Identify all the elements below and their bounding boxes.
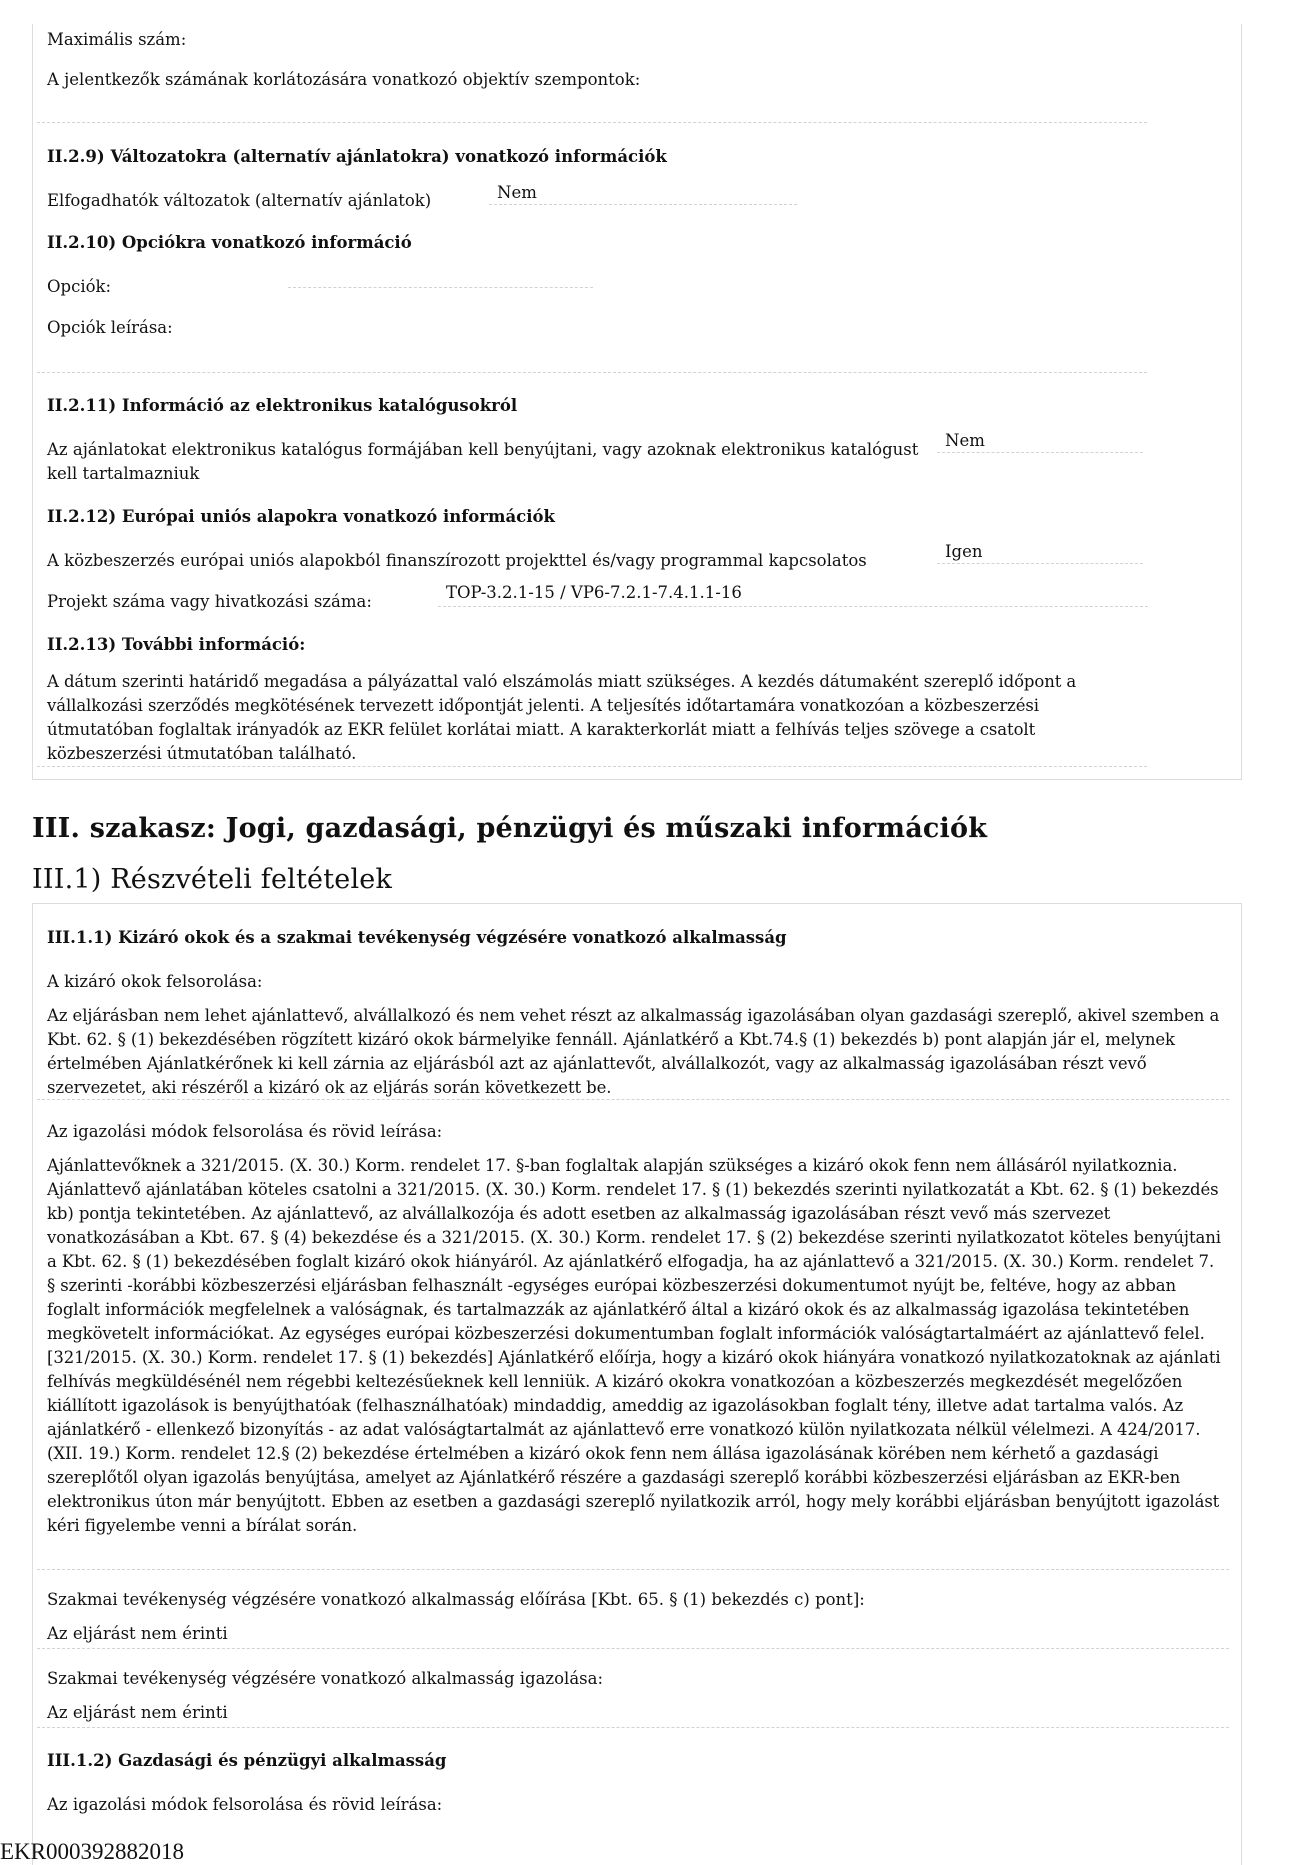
heading-2-2-12: II.2.12) Európai uniós alapokra vonatkozó információk [47, 507, 555, 526]
divider [37, 372, 1147, 373]
divider [37, 1648, 1229, 1649]
heading-2-2-11: II.2.11) Információ az elektronikus katalógusokról [47, 396, 518, 415]
professional-proof-value: Az eljárást nem érinti [47, 1703, 228, 1722]
divider [37, 122, 1147, 123]
proof-methods-label: Az igazolási módok felsorolása és rövid leírása: [47, 1122, 443, 1141]
variants-value: Nem [497, 183, 537, 202]
max-number-label: Maximális szám: [47, 30, 187, 49]
objective-criteria-label: A jelentkezők számának korlátozására vonatkozó objektív szempontok: [47, 70, 641, 89]
catalog-label-line1: Az ajánlatokat elektronikus katalógus formájában kell benyújtani, vagy azoknak elektronikus katalógust [47, 440, 919, 459]
value-underline [937, 452, 1143, 453]
value-underline [438, 606, 1148, 607]
options-label: Opciók: [47, 277, 112, 296]
value-underline [937, 563, 1143, 564]
catalog-value: Nem [945, 431, 985, 450]
exclusion-grounds-text: Az eljárásban nem lehet ajánlattevő, alvállalkozó és nem vehet részt az alkalmasság igazolásában olyan gazdasági szereplő, akivel szemben a Kbt. 62. § (1) bekezdésében rögzített kizáró okok bármelyike fennáll. Ajánlatkérő a Kbt.74.§ (1) bekezdés b) pont alapján jár el, melynek értelmében Ajánlatkérőnek ki kell zárnia az eljárásból azt az ajánlattevőt, alvállalkozót, vagy az alkalmasság igazolásában részt vevő szervezetet, aki részéről a kizáró ok az eljárás során következett be. [47, 1006, 1220, 1097]
variants-label: Elfogadhatók változatok (alternatív ajánlatok) [47, 191, 432, 210]
heading-3-1-2: III.1.2) Gazdasági és pénzügyi alkalmasság [47, 1751, 447, 1770]
project-number-value: TOP-3.2.1-15 / VP6-7.2.1-7.4.1.1-16 [446, 583, 742, 602]
professional-requirement-value: Az eljárást nem érinti [47, 1624, 228, 1643]
heading-2-2-9: II.2.9) Változatokra (alternatív ajánlatokra) vonatkozó információk [47, 147, 667, 166]
eu-funds-label: A közbeszerzés európai uniós alapokból finanszírozott projekttel és/vagy programmal kapcsolatos [47, 551, 867, 570]
proof-methods-text: Ajánlattevőknek a 321/2015. (X. 30.) Korm. rendelet 17. §-ban foglaltak alapján szükséges a kizáró okok fenn nem állásáról nyilatkoznia. Ajánlattevő ajánlatában köteles csatolni a 321/2015. (X. 30.) Korm. rendelet 17. § (1) bekezdés szerinti nyilatkozatát a Kbt. 62. § (1) bekezdés kb) pontja tekintetében. Az ajánlattevő, az alvállalkozója és adott esetben az alkalmasság igazolásában részt vevő más szervezet vonatkozásában a Kbt. 67. § (4) bekezdése és a 321/2015. (X. 30.) Korm. rendelet 17. § (2) bekezdése szerinti nyilatkozatot köteles benyújtani a Kbt. 62. § (1) bekezdésében foglalt kizáró okok hiányáról. Az ajánlatkérő elfogadja, ha az ajánlattevő a 321/2015. (X. 30.) Korm. rendelet 7. § szerinti -korábbi közbeszerzési eljárásban felhasznált -egységes európai közbeszerzési dokumentumot nyújt be, feltéve, hogy az abban foglalt információk megfelelnek a valóságnak, és tartalmazzák az ajánlatkérő által a kizáró okok és az alkalmasság igazolása tekintetében megkövetelt információkat. Az egységes európai közbeszerzési dokumentumban foglalt információk valóságtartalmáért az ajánlattevő felel. [321/2015. (X. 30.) Korm. rendelet 17. § (1) bekezdés] Ajánlatkérő előírja, hogy a kizáró okok hiányára vonatkozó nyilatkozatoknak az ajánlati felhívás megküldésénél nem régebbi keltezésűeknek kell lenniük. A kizáró okokra vonatkozóan a közbeszerzés megkezdését megelőzően kiállított igazolások is benyújthatóak (felhasználhatóak) mindaddig, ameddig az igazolásokban foglalt tény, illetve adat tartalma valós. Az ajánlatkérő - ellenkező bizonyítás - az adat valóságtartalmát az ajánlattevő erre vonatkozó külön nyilatkozata nélkül vélelmezi. A 424/2017. (XII. 19.) Korm. rendelet 12.§ (2) bekezdése értelmében a kizáró okok fenn nem állása igazolásának körében nem kérhető a gazdasági szereplőtől olyan igazolás benyújtása, amelyet az Ajánlatkérő részére a gazdasági szereplő korábbi közbeszerzési eljárásban az EKR-ben elektronikus úton már benyújtott. Ebben az esetben a gazdasági szereplő nyilatkozik arról, hogy mely korábbi eljárásban benyújtott igazolást kéri figyelembe venni a bírálat során. [47, 1156, 1221, 1535]
value-underline [288, 287, 593, 288]
economic-proof-label: Az igazolási módok felsorolása és rövid leírása: [47, 1795, 443, 1814]
exclusion-grounds-label: A kizáró okok felsorolása: [47, 972, 263, 991]
additional-info-text: A dátum szerinti határidő megadása a pályázattal való elszámolás miatt szükséges. A kezdés dátumaként szereplő időpont a vállalkozási szerződés megkötésének tervezett időpontját jelenti. A teljesítés időtartamára vonatkozóan a közbeszerzési útmutatóban foglaltak irányadók az EKR felület korlátai miatt. A karakterkorlát miatt a felhívás teljes szövege a csatolt közbeszerzési útmutatóban található. [47, 672, 1077, 763]
divider [37, 766, 1147, 767]
divider [37, 1099, 1229, 1100]
project-number-label: Projekt száma vagy hivatkozási száma: [47, 592, 372, 611]
divider [37, 1727, 1229, 1728]
options-description-label: Opciók leírása: [47, 318, 173, 337]
professional-requirement-label: Szakmai tevékenység végzésére vonatkozó alkalmasság előírása [Kbt. 65. § (1) bekezdés c) pont]: [47, 1590, 865, 1609]
heading-3-1-1: III.1.1) Kizáró okok és a szakmai tevékenység végzésére vonatkozó alkalmasság [47, 928, 787, 947]
document-id-footer: EKR000392882018 [0, 1839, 184, 1864]
professional-proof-label: Szakmai tevékenység végzésére vonatkozó alkalmasság igazolása: [47, 1669, 604, 1688]
section-3-title: III. szakasz: Jogi, gazdasági, pénzügyi és műszaki információk [32, 813, 988, 844]
section-3-1-title: III.1) Részvételi feltételek [32, 864, 393, 895]
heading-2-2-10: II.2.10) Opciókra vonatkozó információ [47, 233, 412, 252]
section-3-1-panel [32, 903, 1242, 1865]
divider [37, 1569, 1229, 1570]
heading-2-2-13: II.2.13) További információ: [47, 635, 306, 654]
catalog-label-line2: kell tartalmazniuk [47, 464, 200, 483]
value-underline [489, 204, 797, 205]
section-2-2-panel [32, 24, 1242, 780]
eu-funds-value: Igen [945, 542, 983, 561]
